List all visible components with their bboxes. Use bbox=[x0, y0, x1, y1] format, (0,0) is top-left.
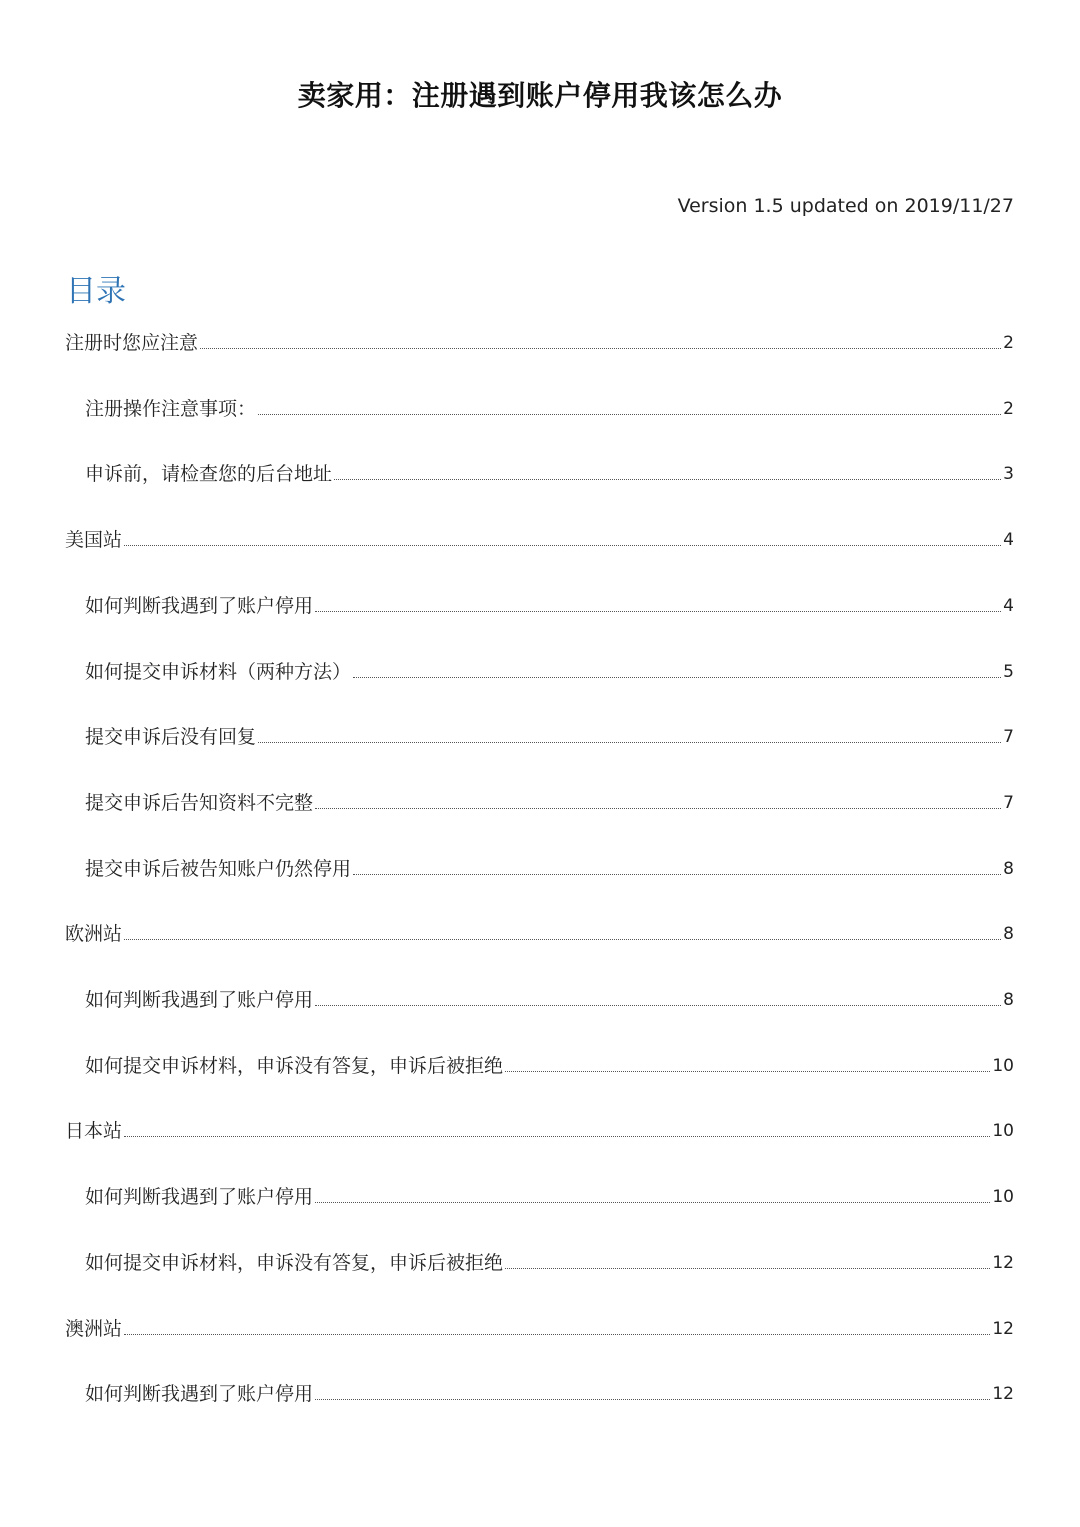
toc-page-number: 10 bbox=[992, 1121, 1014, 1141]
toc-page-number: 2 bbox=[1003, 333, 1014, 353]
toc-dot-leader bbox=[315, 807, 1001, 809]
toc-subsection-link[interactable] bbox=[85, 594, 1014, 618]
toc-dot-leader bbox=[124, 544, 1001, 546]
toc-subsection-link[interactable] bbox=[85, 1054, 1014, 1078]
toc-page-number: 8 bbox=[1003, 990, 1014, 1010]
toc-subsection-link[interactable] bbox=[85, 1382, 1014, 1406]
toc-dot-leader bbox=[353, 676, 1001, 678]
toc-page-number: 4 bbox=[1003, 530, 1014, 550]
toc-entry-label: 注册时您应注意 bbox=[65, 332, 199, 354]
toc-page-number: 12 bbox=[992, 1319, 1014, 1339]
toc-dot-leader bbox=[334, 478, 1001, 480]
toc-page-number: 10 bbox=[992, 1187, 1014, 1207]
toc-entry-label: 日本站 bbox=[65, 1120, 123, 1142]
toc-entry-label: 提交申诉后没有回复 bbox=[85, 726, 257, 748]
toc-subsection-link[interactable] bbox=[85, 791, 1014, 815]
toc-page-number: 10 bbox=[992, 1056, 1014, 1076]
toc-dot-leader bbox=[315, 1004, 1001, 1006]
toc-entry-label: 如何判断我遇到了账户停用 bbox=[85, 989, 314, 1011]
toc-entry-label: 如何判断我遇到了账户停用 bbox=[85, 1383, 314, 1405]
toc-entry-label: 提交申诉后被告知账户仍然停用 bbox=[85, 858, 352, 880]
toc-subsection-link[interactable] bbox=[85, 857, 1014, 881]
toc-dot-leader bbox=[124, 1135, 990, 1137]
toc-section-link[interactable] bbox=[65, 1119, 1014, 1143]
toc-dot-leader bbox=[505, 1070, 990, 1072]
toc-page-number: 12 bbox=[992, 1384, 1014, 1404]
toc-dot-leader bbox=[505, 1267, 990, 1269]
toc-entry-label: 澳洲站 bbox=[65, 1318, 123, 1340]
toc-entry-label: 申诉前，请检查您的后台地址 bbox=[85, 463, 333, 485]
toc-heading: 目录 bbox=[66, 274, 126, 309]
toc-dot-leader bbox=[258, 413, 1001, 415]
toc-page-number: 3 bbox=[1003, 464, 1014, 484]
toc-section-link[interactable] bbox=[65, 922, 1014, 946]
toc-subsection-link[interactable] bbox=[85, 1251, 1014, 1275]
toc-entry-label: 如何提交申诉材料，申诉没有答复，申诉后被拒绝 bbox=[85, 1252, 504, 1274]
toc-dot-leader bbox=[124, 1333, 990, 1335]
toc-dot-leader bbox=[315, 1398, 990, 1400]
document-title: 卖家用：注册遇到账户停用我该怎么办 bbox=[297, 79, 783, 112]
toc-entry-label: 如何提交申诉材料（两种方法） bbox=[85, 661, 352, 683]
toc-section-link[interactable] bbox=[65, 528, 1014, 552]
toc-page-number: 5 bbox=[1003, 662, 1014, 682]
toc-entry-label: 提交申诉后告知资料不完整 bbox=[85, 792, 314, 814]
toc-dot-leader bbox=[353, 873, 1001, 875]
toc-entry-label: 注册操作注意事项： bbox=[85, 398, 257, 420]
toc-entry-label: 如何判断我遇到了账户停用 bbox=[85, 595, 314, 617]
toc-subsection-link[interactable] bbox=[85, 988, 1014, 1012]
toc-page-number: 2 bbox=[1003, 399, 1014, 419]
toc-section-link[interactable] bbox=[65, 1317, 1014, 1341]
toc-dot-leader bbox=[315, 610, 1001, 612]
toc-page-number: 7 bbox=[1003, 727, 1014, 747]
version-note: Version 1.5 updated on 2019/11/27 bbox=[677, 195, 1014, 217]
toc-page-number: 4 bbox=[1003, 596, 1014, 616]
toc-dot-leader bbox=[315, 1201, 990, 1203]
toc-dot-leader bbox=[124, 938, 1001, 940]
toc-section-link[interactable] bbox=[65, 331, 1014, 355]
toc-entry-label: 美国站 bbox=[65, 529, 123, 551]
toc-subsection-link[interactable] bbox=[85, 397, 1014, 421]
toc-entry-label: 如何提交申诉材料，申诉没有答复，申诉后被拒绝 bbox=[85, 1055, 504, 1077]
toc-page-number: 8 bbox=[1003, 859, 1014, 879]
toc-page-number: 7 bbox=[1003, 793, 1014, 813]
toc-page-number: 12 bbox=[992, 1253, 1014, 1273]
toc-entry-label: 如何判断我遇到了账户停用 bbox=[85, 1186, 314, 1208]
toc-subsection-link[interactable] bbox=[85, 660, 1014, 684]
toc-subsection-link[interactable] bbox=[85, 1185, 1014, 1209]
toc-page-number: 8 bbox=[1003, 924, 1014, 944]
toc-dot-leader bbox=[200, 347, 1001, 349]
toc-subsection-link[interactable] bbox=[85, 462, 1014, 486]
toc-entry-label: 欧洲站 bbox=[65, 923, 123, 945]
toc-dot-leader bbox=[258, 741, 1001, 743]
toc-subsection-link[interactable] bbox=[85, 725, 1014, 749]
